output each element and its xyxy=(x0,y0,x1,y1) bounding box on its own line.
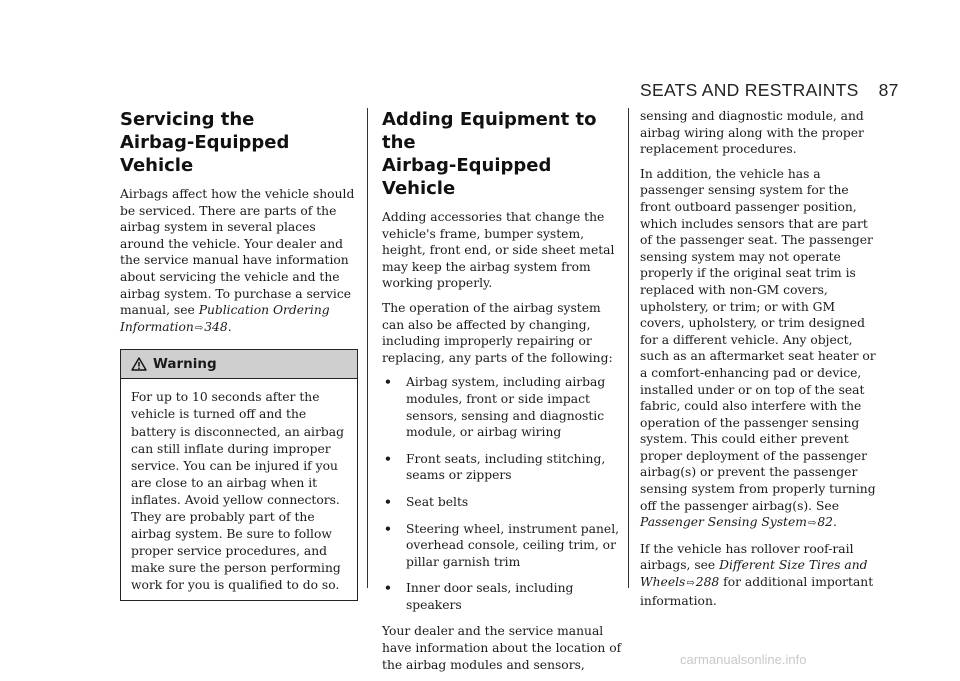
bullet-icon: • xyxy=(384,374,392,390)
page-header xyxy=(640,80,899,101)
warning-box xyxy=(120,349,358,601)
rollover-airbag-paragraph: If the vehicle has rollover roof-rail airbags, see Different Size Tires and Wheels⇨288 for additional important information. xyxy=(640,541,874,608)
adding-paragraph-3: Your dealer and the service manual have information about the location of the airbag modules and sensors, xyxy=(382,624,622,672)
tires-wheels-link[interactable]: Different Size Tires and Wheels⇨288 xyxy=(640,558,868,590)
continued-paragraph: sensing and diagnostic module, and airbag wiring along with the proper replacement procedures. xyxy=(640,109,864,157)
parts-list xyxy=(382,374,622,613)
bullet-icon: • xyxy=(384,520,392,536)
bullet-icon: • xyxy=(384,450,392,466)
column-3 xyxy=(640,108,882,617)
passenger-sensing-paragraph: In addition, the vehicle has a passenger sensing system for the front outboard passenger position, which includes sensors that are part of the passenger seat. The passenger sensing system may not operate properly if the original seat trim is replaced with non-GM covers, upholstery, or trim; or with GM covers, upholstery, or trim designed for a different vehicle. Any object, such as an aftermarket seat heater or a comfort-enhancing pad or device, installed under or on top of the seat fabric, could also interfere with the operation of the passenger sensing system. This could either prevent proper deployment of the passenger airbag(s) or prevent the passenger sensing system from properly turning off the passenger airbag(s). See Passenger Sensing System⇨82. xyxy=(640,166,876,530)
adding-paragraph-2: The operation of the airbag system can also be affected by changing, including improperly repairing or replacing, any parts of the following: xyxy=(382,300,613,365)
warning-text: For up to 10 seconds after the vehicle is turned off and the battery is disconnected, an airbag can still inflate during improper service. You can be injured if you are close to an airbag when it inflates. Avoid yellow connectors. They are probably part of the airbag system. Be sure to follow proper service procedures, and make sure the person performing work for you is qualified to do so. xyxy=(131,390,344,593)
page-ref-arrow-icon: ⇨ xyxy=(807,518,817,530)
column-divider xyxy=(628,108,629,588)
column-1 xyxy=(120,108,358,601)
bullet-icon: • xyxy=(384,493,392,509)
column-divider xyxy=(367,108,368,588)
section-heading-servicing: Servicing the Airbag-Equipped Vehicle xyxy=(120,109,290,176)
list-item: • Seat belts xyxy=(384,493,469,509)
bullet-icon: • xyxy=(384,580,392,596)
column-2 xyxy=(382,108,622,681)
watermark: carmanualsonline.info xyxy=(680,652,807,667)
page-ref-arrow-icon: ⇨ xyxy=(686,578,695,590)
list-item: • Inner door seals, including speakers xyxy=(384,580,574,612)
publication-ordering-link[interactable]: Publication Ordering Information⇨348 xyxy=(120,303,330,334)
page-number: 87 xyxy=(878,80,899,100)
list-item: • Front seats, including stitching, seams or zippers xyxy=(384,450,606,483)
servicing-paragraph: Airbags affect how the vehicle should be serviced. There are parts of the airbag system in several places around the vehicle. Your dealer and the service manual have information about servicing the vehicle and the airbag system. To purchase a service manual, see Publication Ordering Information⇨348. xyxy=(120,187,355,334)
list-item: • Airbag system, including airbag modules, front or side impact sensors, sensing and diagnostic module, or airbag wiring xyxy=(384,374,606,440)
warning-triangle-icon xyxy=(131,357,147,371)
section-heading-adding-equipment: Adding Equipment to the Airbag-Equipped Vehicle xyxy=(382,109,597,199)
list-item: • Steering wheel, instrument panel, overhead console, ceiling trim, or pillar garnish trim xyxy=(384,520,620,569)
warning-label: Warning xyxy=(153,356,217,373)
page-ref-arrow-icon: ⇨ xyxy=(194,322,204,334)
adding-paragraph-1: Adding accessories that change the vehicle's frame, bumper system, height, front end, or side sheet metal may keep the airbag system from working properly. xyxy=(382,210,615,291)
passenger-sensing-link[interactable]: Passenger Sensing System⇨82 xyxy=(640,515,833,530)
warning-header xyxy=(121,350,357,379)
section-title: SEATS AND RESTRAINTS xyxy=(640,80,859,100)
